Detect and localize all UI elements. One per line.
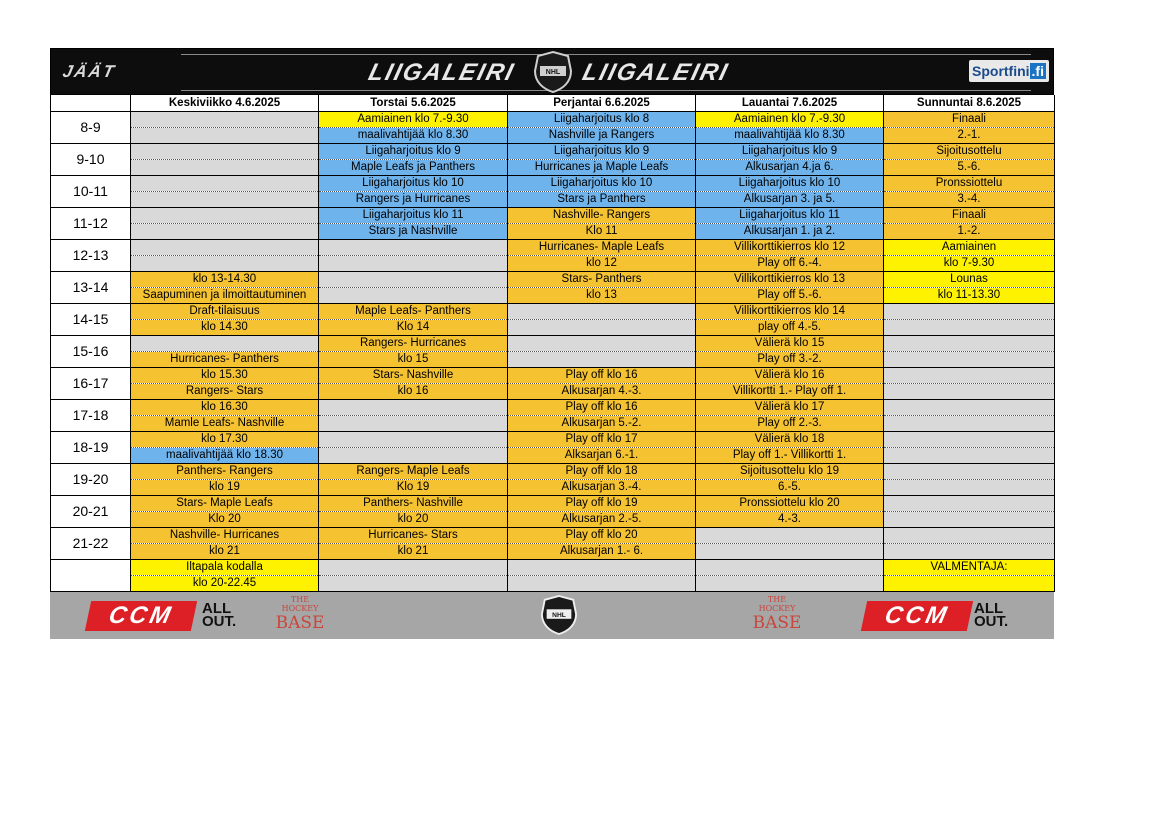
schedule-row <box>51 160 1055 176</box>
day-header: Lauantai 7.6.2025 <box>696 95 884 112</box>
ccm-logo: CCM <box>861 601 973 631</box>
schedule-cell: Lounas <box>884 272 1055 288</box>
time-slot-label: 15-16 <box>51 336 131 368</box>
schedule-cell: Alkusarjan 4.ja 6. <box>696 160 884 176</box>
schedule-cell <box>319 448 508 464</box>
schedule-cell <box>131 160 319 176</box>
schedule-cell <box>131 112 319 128</box>
schedule-cell: Stars- Nashville <box>319 368 508 384</box>
schedule-cell <box>319 240 508 256</box>
schedule-cell: Finaali <box>884 208 1055 224</box>
allout-logo <box>202 602 236 628</box>
hockey-base-hockey: HOCKEY <box>758 604 796 613</box>
title-left: LIIGALEIRI <box>365 59 518 86</box>
schedule-cell <box>319 288 508 304</box>
banner-divider <box>181 54 1031 55</box>
schedule-row <box>51 544 1055 560</box>
schedule-cell: Välierä klo 15 <box>696 336 884 352</box>
schedule-row <box>51 464 1055 480</box>
schedule-cell: Villikorttikierros klo 13 <box>696 272 884 288</box>
time-slot-label: 21-22 <box>51 528 131 560</box>
schedule-row <box>51 256 1055 272</box>
schedule-cell: Liigaharjoitus klo 9 <box>696 144 884 160</box>
schedule-cell: Play off 6.-4. <box>696 256 884 272</box>
schedule-cell: Välierä klo 17 <box>696 400 884 416</box>
schedule-cell <box>696 560 884 576</box>
day-header: Keskiviikko 4.6.2025 <box>131 95 319 112</box>
schedule-cell: Liigaharjoitus klo 8 <box>508 112 696 128</box>
time-slot-label: 19-20 <box>51 464 131 496</box>
schedule-cell: Pronssiottelu <box>884 176 1055 192</box>
schedule-cell <box>884 400 1055 416</box>
schedule-cell: maalivahtijää klo 8.30 <box>696 128 884 144</box>
schedule-cell <box>131 176 319 192</box>
brand-logo: JÄÄT <box>61 62 118 81</box>
schedule-cell <box>508 304 696 320</box>
hockey-base-the: THE <box>767 595 787 604</box>
schedule-cell: Liigaharjoitus klo 10 <box>508 176 696 192</box>
day-header-row <box>51 95 1055 112</box>
time-slot-label: 8-9 <box>51 112 131 144</box>
schedule-cell <box>508 320 696 336</box>
allout-line-2: OUT. <box>974 613 1009 630</box>
schedule-cell: Rangers- Stars <box>131 384 319 400</box>
schedule-cell: Finaali <box>884 112 1055 128</box>
schedule-cell: Villikorttikierros klo 14 <box>696 304 884 320</box>
schedule-cell: klo 20-22.45 <box>131 576 319 592</box>
schedule-cell: 3.-4. <box>884 192 1055 208</box>
schedule-cell: klo 19 <box>131 480 319 496</box>
schedule-row <box>51 240 1055 256</box>
schedule-cell: Sijoitusottelu klo 19 <box>696 464 884 480</box>
schedule-cell: Liigaharjoitus klo 10 <box>319 176 508 192</box>
schedule-cell: klo 15 <box>319 352 508 368</box>
schedule-cell: Saapuminen ja ilmoittautuminen <box>131 288 319 304</box>
schedule-cell: Play off klo 19 <box>508 496 696 512</box>
schedule-cell: Mamle Leafs- Nashville <box>131 416 319 432</box>
schedule-row <box>51 352 1055 368</box>
schedule-cell <box>508 336 696 352</box>
schedule-row <box>51 368 1055 384</box>
schedule-cell <box>884 320 1055 336</box>
schedule-cell: Alkusarjan 2.-5. <box>508 512 696 528</box>
time-slot-label: 10-11 <box>51 176 131 208</box>
schedule-cell: klo 15.30 <box>131 368 319 384</box>
schedule-cell: Klo 19 <box>319 480 508 496</box>
schedule-cell: Alkusarjan 1.- 6. <box>508 544 696 560</box>
schedule-cell <box>131 144 319 160</box>
schedule-cell: Klo 14 <box>319 320 508 336</box>
schedule-cell: Maple Leafs ja Panthers <box>319 160 508 176</box>
hockey-base-logo <box>270 595 330 637</box>
schedule-cell: klo 13-14.30 <box>131 272 319 288</box>
schedule-row <box>51 320 1055 336</box>
schedule-row <box>51 144 1055 160</box>
schedule-row <box>51 208 1055 224</box>
schedule-cell: Liigaharjoitus klo 11 <box>696 208 884 224</box>
schedule-cell: Stars ja Panthers <box>508 192 696 208</box>
schedule-cell <box>131 336 319 352</box>
hockey-base-base: BASE <box>752 613 802 633</box>
schedule-cell <box>131 240 319 256</box>
schedule-cell: Panthers- Nashville <box>319 496 508 512</box>
schedule-cell <box>508 560 696 576</box>
nhl-shield-icon <box>533 51 573 93</box>
schedule-cell: klo 21 <box>319 544 508 560</box>
sponsor-domain: .fi <box>1031 63 1044 79</box>
schedule-cell: VALMENTAJA: <box>884 560 1055 576</box>
schedule-cell: 4.-3. <box>696 512 884 528</box>
header-banner <box>50 48 1054 95</box>
schedule-cell: Play off klo 17 <box>508 432 696 448</box>
schedule-cell: Liigaharjoitus klo 10 <box>696 176 884 192</box>
time-slot-label: 17-18 <box>51 400 131 432</box>
schedule-cell <box>319 560 508 576</box>
schedule-cell: Draft-tilaisuus <box>131 304 319 320</box>
schedule-row <box>51 288 1055 304</box>
schedule-cell: Aamiainen klo 7.-9.30 <box>696 112 884 128</box>
schedule-row <box>51 416 1055 432</box>
schedule-cell: Rangers ja Hurricanes <box>319 192 508 208</box>
schedule-row <box>51 432 1055 448</box>
schedule-cell <box>131 128 319 144</box>
schedule-cell <box>319 416 508 432</box>
schedule-row <box>51 512 1055 528</box>
time-slot-label: 12-13 <box>51 240 131 272</box>
schedule-cell: maalivahtijää klo 18.30 <box>131 448 319 464</box>
schedule-cell <box>884 544 1055 560</box>
schedule-cell: klo 16 <box>319 384 508 400</box>
banner-divider <box>181 90 1031 91</box>
schedule-cell: 6.-5. <box>696 480 884 496</box>
schedule-cell: 5.-6. <box>884 160 1055 176</box>
time-slot-label: 14-15 <box>51 304 131 336</box>
allout-line-2: OUT. <box>202 613 237 630</box>
nhl-shield-icon <box>540 595 578 635</box>
schedule-cell <box>508 352 696 368</box>
schedule-cell: Aamiainen <box>884 240 1055 256</box>
schedule-cell <box>884 352 1055 368</box>
schedule-cell: Aamiainen klo 7.-9.30 <box>319 112 508 128</box>
svg-text:NHL: NHL <box>545 69 561 76</box>
schedule-cell: Liigaharjoitus klo 9 <box>319 144 508 160</box>
schedule-cell: Alkusarjan 4.-3. <box>508 384 696 400</box>
schedule-cell: Nashville ja Rangers <box>508 128 696 144</box>
schedule-cell: klo 12 <box>508 256 696 272</box>
schedule-cell: klo 7-9.30 <box>884 256 1055 272</box>
schedule-row <box>51 496 1055 512</box>
sponsor-name: Sportfini <box>972 63 1030 79</box>
schedule-cell: Rangers- Hurricanes <box>319 336 508 352</box>
schedule-cell <box>131 256 319 272</box>
schedule-cell: Alkusarjan 1. ja 2. <box>696 224 884 240</box>
day-header: Perjantai 6.6.2025 <box>508 95 696 112</box>
hockey-base-base: BASE <box>275 613 325 633</box>
schedule-cell: Stars ja Nashville <box>319 224 508 240</box>
schedule-row <box>51 528 1055 544</box>
schedule-cell <box>884 304 1055 320</box>
schedule-cell <box>884 416 1055 432</box>
schedule-row <box>51 304 1055 320</box>
schedule-cell: Välierä klo 18 <box>696 432 884 448</box>
schedule-cell <box>884 448 1055 464</box>
schedule-table <box>50 95 1055 592</box>
svg-text:NHL: NHL <box>552 611 566 619</box>
schedule-cell: Alkusarjan 5.-2. <box>508 416 696 432</box>
time-slot-label: 9-10 <box>51 144 131 176</box>
schedule-cell: Nashville- Hurricanes <box>131 528 319 544</box>
schedule-cell <box>884 336 1055 352</box>
schedule-row <box>51 272 1055 288</box>
schedule-row <box>51 384 1055 400</box>
schedule-cell: klo 20 <box>319 512 508 528</box>
schedule-cell: Pronssiottelu klo 20 <box>696 496 884 512</box>
schedule-row <box>51 448 1055 464</box>
schedule-cell: Sijoitusottelu <box>884 144 1055 160</box>
schedule-cell: Play off 5.-6. <box>696 288 884 304</box>
schedule-cell: klo 13 <box>508 288 696 304</box>
schedule-row <box>51 112 1055 128</box>
time-slot-label <box>51 560 131 592</box>
schedule-cell: Alkusarjan 3. ja 5. <box>696 192 884 208</box>
hockey-base-the: THE <box>290 595 310 604</box>
schedule-cell <box>884 384 1055 400</box>
schedule-row <box>51 480 1055 496</box>
schedule-cell: Play off klo 20 <box>508 528 696 544</box>
schedule-cell: klo 17.30 <box>131 432 319 448</box>
schedule-row <box>51 576 1055 592</box>
schedule-cell: Play off klo 16 <box>508 368 696 384</box>
schedule-cell <box>696 544 884 560</box>
schedule-cell: 1.-2. <box>884 224 1055 240</box>
schedule-cell: 2.-1. <box>884 128 1055 144</box>
day-header: Sunnuntai 8.6.2025 <box>884 95 1055 112</box>
schedule-cell <box>696 528 884 544</box>
schedule-row <box>51 560 1055 576</box>
schedule-cell <box>319 256 508 272</box>
allout-logo <box>974 602 1008 628</box>
schedule-cell <box>884 480 1055 496</box>
time-slot-label: 18-19 <box>51 432 131 464</box>
schedule-cell <box>508 576 696 592</box>
schedule-cell: klo 14.30 <box>131 320 319 336</box>
schedule-cell: Klo 11 <box>508 224 696 240</box>
schedule-cell <box>884 528 1055 544</box>
schedule-cell: Hurricanes- Panthers <box>131 352 319 368</box>
schedule-cell: Play off 1.- Villikortti 1. <box>696 448 884 464</box>
time-slot-label: 16-17 <box>51 368 131 400</box>
schedule-cell <box>884 576 1055 592</box>
schedule-cell: Liigaharjoitus klo 11 <box>319 208 508 224</box>
schedule-row <box>51 400 1055 416</box>
schedule-cell <box>884 464 1055 480</box>
ccm-logo: CCM <box>85 601 197 631</box>
schedule-cell: Välierä klo 16 <box>696 368 884 384</box>
time-slot-label: 11-12 <box>51 208 131 240</box>
schedule-cell: klo 21 <box>131 544 319 560</box>
hockey-base-logo <box>747 595 807 637</box>
schedule-row <box>51 336 1055 352</box>
schedule-sheet <box>50 48 1054 639</box>
schedule-row <box>51 192 1055 208</box>
schedule-cell: Play off 3.-2. <box>696 352 884 368</box>
allout-line-1: ALL <box>202 600 232 617</box>
schedule-cell: Panthers- Rangers <box>131 464 319 480</box>
sponsor-footer <box>50 592 1054 639</box>
schedule-cell: Play off klo 18 <box>508 464 696 480</box>
schedule-cell: klo 11-13.30 <box>884 288 1055 304</box>
time-slot-label: 20-21 <box>51 496 131 528</box>
schedule-cell: Alksarjan 6.-1. <box>508 448 696 464</box>
schedule-cell: Play off 2.-3. <box>696 416 884 432</box>
schedule-cell <box>884 512 1055 528</box>
sponsor-logo <box>969 60 1049 82</box>
schedule-cell: Liigaharjoitus klo 9 <box>508 144 696 160</box>
schedule-cell: Hurricanes ja Maple Leafs <box>508 160 696 176</box>
schedule-row <box>51 176 1055 192</box>
schedule-cell: maalivahtijää klo 8.30 <box>319 128 508 144</box>
schedule-cell: Villikorttikierros klo 12 <box>696 240 884 256</box>
time-slot-label: 13-14 <box>51 272 131 304</box>
schedule-cell: Alkusarjan 3.-4. <box>508 480 696 496</box>
schedule-cell: Play off klo 16 <box>508 400 696 416</box>
schedule-cell <box>131 192 319 208</box>
schedule-cell <box>319 272 508 288</box>
allout-line-1: ALL <box>974 600 1004 617</box>
schedule-cell: Maple Leafs- Panthers <box>319 304 508 320</box>
title-right: LIIGALEIRI <box>579 59 732 86</box>
schedule-cell: Iltapala kodalla <box>131 560 319 576</box>
schedule-cell: Klo 20 <box>131 512 319 528</box>
schedule-cell <box>319 576 508 592</box>
schedule-cell: Villikortti 1.- Play off 1. <box>696 384 884 400</box>
schedule-cell: play off 4.-5. <box>696 320 884 336</box>
schedule-cell <box>319 432 508 448</box>
schedule-cell: Stars- Maple Leafs <box>131 496 319 512</box>
schedule-cell <box>131 224 319 240</box>
schedule-cell <box>319 400 508 416</box>
day-header: Torstai 5.6.2025 <box>319 95 508 112</box>
schedule-cell <box>696 576 884 592</box>
schedule-cell: Stars- Panthers <box>508 272 696 288</box>
schedule-cell: Nashville- Rangers <box>508 208 696 224</box>
schedule-cell: Hurricanes- Stars <box>319 528 508 544</box>
schedule-cell: Rangers- Maple Leafs <box>319 464 508 480</box>
schedule-row <box>51 128 1055 144</box>
schedule-cell <box>884 432 1055 448</box>
schedule-cell <box>884 368 1055 384</box>
schedule-row <box>51 224 1055 240</box>
hockey-base-hockey: HOCKEY <box>281 604 319 613</box>
schedule-cell <box>884 496 1055 512</box>
corner-cell <box>51 95 131 112</box>
schedule-cell <box>131 208 319 224</box>
schedule-cell: klo 16.30 <box>131 400 319 416</box>
schedule-cell: Hurricanes- Maple Leafs <box>508 240 696 256</box>
